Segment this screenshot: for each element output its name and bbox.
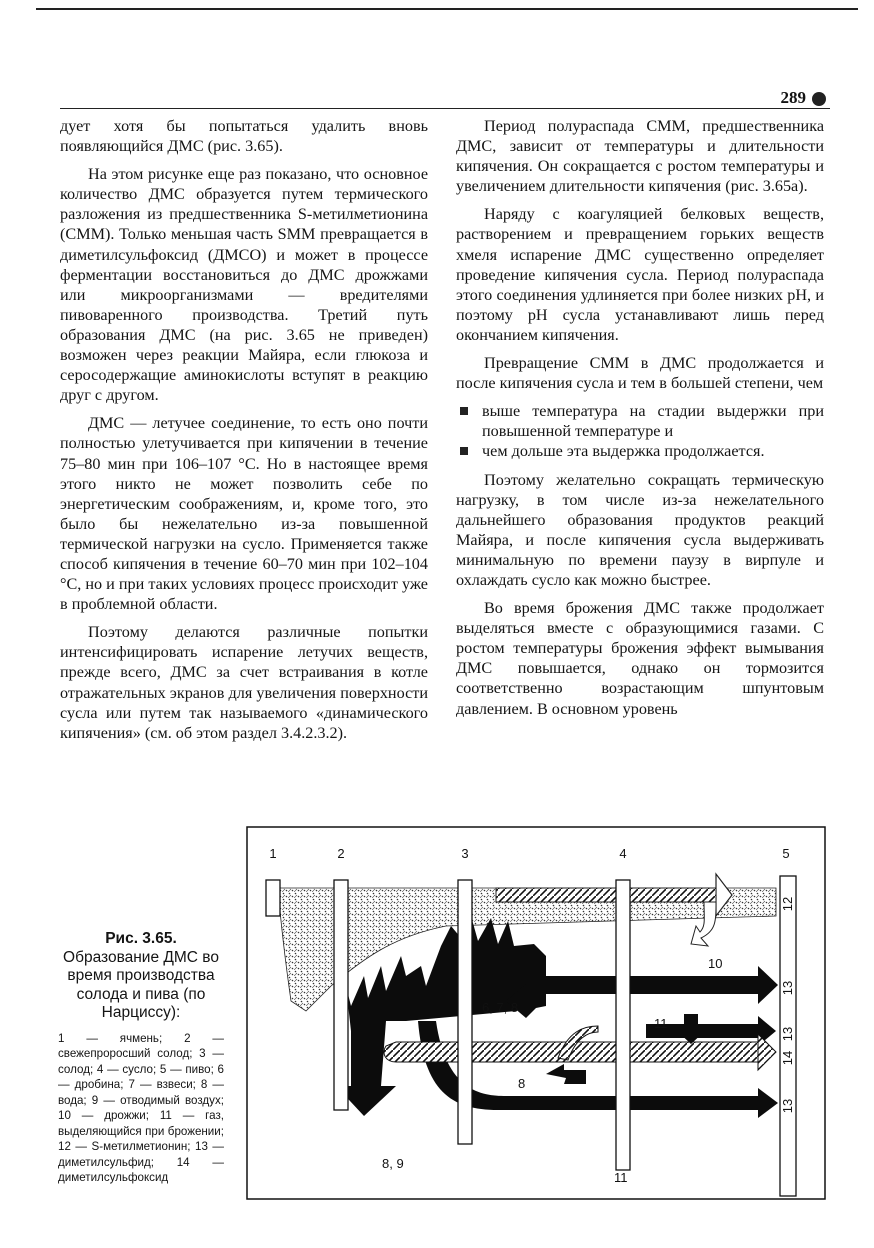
stage-bar-malt [458, 880, 472, 1144]
left-column [60, 116, 428, 751]
caption-title [58, 930, 224, 1023]
water-arrow [546, 1064, 586, 1084]
compound-label: 13 [780, 1098, 795, 1114]
paragraph: Период полураспада СММ, предшественника ДМС, зависит от температуры и длительности кипячения. Он сокращается с ростом температуры и увеличением длительности кипячения (рис. 3.65а). [456, 117, 824, 196]
page-number: 289 [780, 88, 806, 107]
gas-bottom-label: 11 [614, 1170, 628, 1185]
dms-diagram [246, 826, 826, 1200]
running-header [60, 88, 830, 110]
stage-label: 2 [337, 846, 345, 861]
list-item: выше температура на стадии выдержки при повышенной температуре и [456, 401, 824, 441]
paragraph: ДМС — летучее соединение, то есть оно почти полностью улетучивается при кипячении в течение 75–80 мин при 106–107 °С. Но в настоящее время этого никто не может позволить себе по энергетическим соображениям, и, кроме того, это было бы нежелательно из-за повышенной термической нагрузки на сусло. Применяется также способ кипячения в течение 60–70 мин при 102–104 °С, но и при таких условиях процесс происходит уже в проблемной области. [60, 414, 428, 614]
list-item: чем дольше эта выдержка продолжается. [456, 441, 824, 461]
paragraph: На этом рисунке еще раз показано, что основное количество ДМС образуется путем термического разложения из предшественника S-метилметионина (СММ). Только меньшая часть SMM превращается в диметилсульфоксид (ДМСО) и может в процессе ферментации восстановиться до ДМС дрожжами или микроорганизмами — вредителями пивоваренного производства. Третий путь образования ДМС (на рис. 3.65 не приведен) возможен через реакции Майяра, если глюкоза и серосодержащие аминокислоты вступят в реакцию друг с другом. [60, 165, 428, 405]
paragraph: Поэтому желательно сокращать термическую нагрузку, в том числе из-за нежелательного дальнейшего образования продуктов реакций Майяра, и после кипячения сусла выдерживать минимальную по времени паузу в вирпуле и охлаждать сусло как можно быстрее. [456, 470, 824, 589]
stage-bar-wort [616, 880, 630, 1170]
dms-diagram-svg [246, 826, 826, 1200]
right-column [456, 116, 824, 727]
header-rule [60, 108, 830, 109]
stage-label: 3 [461, 846, 469, 861]
paragraph: Поэтому делаются различные попытки интенсифицировать испарение летучих веществ, прежде всего, ДМС за счет встраивания в котле отражательных экранов для увеличения поверхности сусла или путем так называемого «динамического кипячения» (см. об этом раздел 3.4.2.3.2). [60, 623, 428, 742]
gas-label: 11 [654, 1016, 668, 1031]
caption-legend: 1 — ячмень; 2 — свежепроросший солод; 3 — солод; 4 — сусло; 5 — пиво; 6 — дробина; 7 — взвеси; 8 — вода; 9 — отводимый воздух; 10 — дрожжи; 11 — газ, выделяющийся при брожении; 12 — S-метилметионин; 13 — диметилсульфид; 14 — диметилсульфоксид [58, 1031, 224, 1184]
bullet-list [456, 401, 824, 461]
air-label: 8, 9 [382, 1156, 404, 1171]
stage-bar-green-malt [334, 880, 348, 1110]
stage-label: 1 [269, 846, 277, 861]
smm-stripe [496, 888, 716, 902]
solids-label: 6, 7, 8 [482, 1000, 519, 1015]
compound-label: 14 [780, 1050, 795, 1066]
dms-arrow-top [546, 976, 758, 994]
dms-arrow-bottom-head [758, 1088, 778, 1118]
paragraph: Наряду с коагуляцией белковых веществ, растворением и превращением горьких веществ хмеля испарение ДМС существенно определяет проведение кипячения сусла. Период полураспада этого соединения удлиняется при более низких pH, и поэтому pH сусла устанавливают лишь перед окончанием кипячения. [456, 205, 824, 344]
paragraph: дует хотя бы попытаться удалить вновь появляющийся ДМС (рис. 3.65). [60, 117, 428, 156]
compound-label: 13 [780, 1026, 795, 1042]
bullet-circle-icon [812, 92, 826, 106]
figure-caption [58, 930, 224, 1186]
paragraph: Превращение СММ в ДМС продолжается и после кипячения сусла и тем в большей степени, чем [456, 354, 824, 393]
stage-bar-barley [266, 880, 280, 916]
paragraph: Во время брожения ДМС также продолжает выделяться вместе с образующимися газами. С ростом температуры брожения эффект вымывания ДМС повышается, однако он тормозится соответственно возрастающим шпунтовым давлением. В основном уровень [456, 599, 824, 718]
top-rule [36, 8, 858, 10]
compound-label: 13 [780, 980, 795, 996]
yeast-label: 10 [708, 956, 723, 971]
stage-label: 5 [782, 846, 790, 861]
dmso-band-head [758, 1034, 776, 1070]
caption-number: Рис. 3.65. [105, 930, 177, 947]
dms-arrow-top-head [758, 966, 778, 1004]
compound-label: 12 [780, 896, 795, 912]
caption-title-text: Образование ДМС во время производства солода и пива (по Нарциссу): [63, 948, 219, 1021]
water-label: 8 [518, 1076, 526, 1091]
stage-label: 4 [619, 846, 627, 861]
